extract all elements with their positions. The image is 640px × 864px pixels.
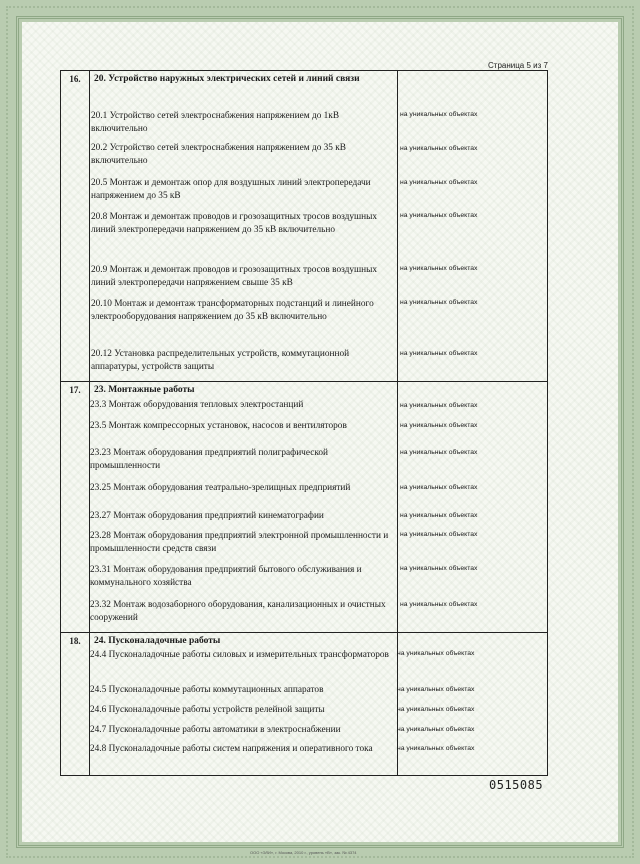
column-divider-note — [397, 71, 398, 775]
work-item-note: на уникальных объектах — [400, 350, 478, 357]
work-item-note: на уникальных объектах — [400, 299, 478, 306]
work-item: 23.25 Монтаж оборудования театрально-зрелищных предприятий — [90, 483, 351, 493]
work-item-note: на уникальных объектах — [400, 111, 478, 118]
printer-footer: ООО «ЭЛИ», г. Москва, 2010 г., уровень «В», зак. № 4374 — [250, 850, 357, 855]
section-heading: 20. Устройство наружных электрических сетей и линий связи — [94, 74, 360, 84]
page-label: Страница 5 из 7 — [488, 61, 548, 70]
work-item: 24.5 Пусконаладочные работы коммутационных аппаратов — [90, 685, 324, 695]
work-item: 23.23 Монтаж оборудования предприятий полиграфической промышленности — [90, 448, 328, 471]
work-item-note: на уникальных объектах — [397, 686, 475, 693]
work-item: 24.8 Пусконаладочные работы систем напряжения и оперативного тока — [90, 744, 373, 754]
work-item: 24.4 Пусконаладочные работы силовых и измерительных трансформаторов — [90, 650, 389, 660]
work-item: 24.7 Пусконаладочные работы автоматики в электроснабжении — [90, 725, 341, 735]
work-item-note: на уникальных объектах — [400, 212, 478, 219]
work-item: 20.1 Устройство сетей электроснабжения напряжением до 1кВ включительно — [91, 111, 340, 134]
work-item-note: на уникальных объектах — [400, 512, 478, 519]
section-number: 17. — [69, 385, 81, 395]
work-item: 23.27 Монтаж оборудования предприятий кинематографии — [90, 511, 324, 521]
work-item: 23.5 Монтаж компрессорных установок, насосов и вентиляторов — [90, 421, 347, 431]
work-item: 23.31 Монтаж оборудования предприятий бытового обслуживания и коммунального хозяйства — [90, 565, 362, 588]
work-item-note: на уникальных объектах — [397, 745, 475, 752]
work-item-note: на уникальных объектах — [400, 402, 478, 409]
section-heading: 24. Пусконаладочные работы — [94, 636, 221, 646]
work-item-note: на уникальных объектах — [400, 145, 478, 152]
work-item-note: на уникальных объектах — [400, 484, 478, 491]
work-item: 23.28 Монтаж оборудования предприятий электронной промышленности и промышленности средств связи — [90, 531, 389, 554]
section-number: 16. — [69, 74, 81, 84]
section-divider — [61, 632, 547, 633]
work-item: 20.10 Монтаж и демонтаж трансформаторных подстанций и линейного электрооборудования напряжением до 35 кВ включительно — [91, 299, 374, 322]
work-item-note: на уникальных объектах — [400, 422, 478, 429]
works-table — [60, 70, 548, 776]
work-item: 23.3 Монтаж оборудования тепловых электростанций — [90, 400, 304, 410]
work-item-note: на уникальных объектах — [397, 706, 475, 713]
work-item: 20.9 Монтаж и демонтаж проводов и грозозащитных тросов воздушных линий электропередачи напряжением свыше 35 кВ — [91, 265, 378, 288]
work-item-note: на уникальных объектах — [400, 265, 478, 272]
work-item: 20.2 Устройство сетей электроснабжения напряжением до 35 кВ включительно — [91, 143, 347, 166]
work-item-note: на уникальных объектах — [397, 650, 475, 657]
section-number: 18. — [69, 636, 81, 646]
work-item: 20.12 Установка распределительных устройств, коммутационной аппаратуры, устройств защиты — [91, 349, 350, 372]
work-item-note: на уникальных объектах — [397, 726, 475, 733]
work-item: 20.5 Монтаж и демонтаж опор для воздушных линий электропередачи напряжением до 35 кВ — [91, 178, 371, 201]
serial-number: 0515085 — [489, 778, 544, 792]
work-item-note: на уникальных объектах — [400, 531, 478, 538]
work-item-note: на уникальных объектах — [400, 601, 478, 608]
work-item: 24.6 Пусконаладочные работы устройств релейной защиты — [90, 705, 325, 715]
work-item: 23.32 Монтаж водозаборного оборудования, канализационных и очистных сооружений — [90, 600, 386, 623]
work-item-note: на уникальных объектах — [400, 449, 478, 456]
section-heading: 23. Монтажные работы — [94, 385, 195, 395]
work-item-note: на уникальных объектах — [400, 565, 478, 572]
work-item: 20.8 Монтаж и демонтаж проводов и грозозащитных тросов воздушных линий электропередачи напряжением до 35 кВ включительно — [91, 212, 378, 235]
work-item-note: на уникальных объектах — [400, 179, 478, 186]
section-divider — [61, 381, 547, 382]
